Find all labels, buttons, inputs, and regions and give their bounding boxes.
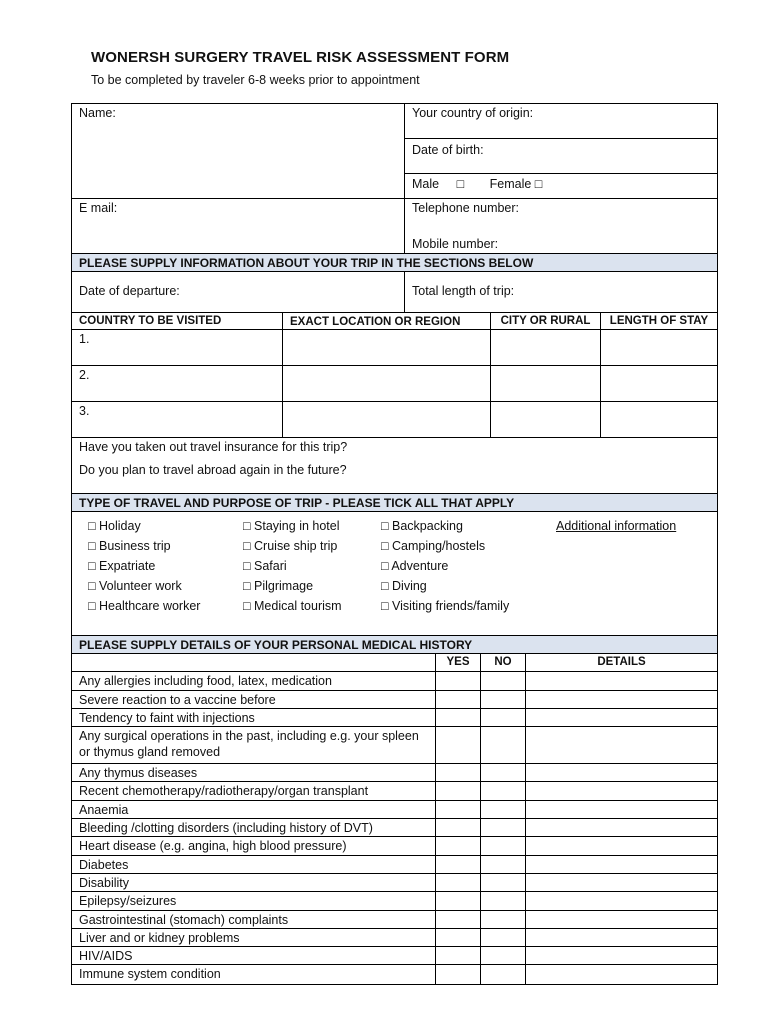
option-expatriate[interactable]: □ Expatriate	[88, 559, 156, 573]
medical-row	[72, 672, 717, 690]
details-cell[interactable]	[526, 727, 717, 763]
col-details: DETAILS	[597, 656, 646, 668]
destination-country-cell[interactable]	[72, 330, 283, 365]
yes-cell[interactable]	[436, 911, 481, 928]
col-length-of-stay: LENGTH OF STAY	[609, 315, 709, 327]
option-camping-hostels[interactable]: □ Camping/hostels	[381, 539, 486, 553]
yes-cell[interactable]	[436, 709, 481, 726]
medical-history-header: PLEASE SUPPLY DETAILS OF YOUR PERSONAL MEDICAL HISTORY	[72, 636, 717, 654]
destination-stay-cell[interactable]	[601, 330, 717, 365]
yes-cell[interactable]	[436, 947, 481, 964]
no-cell[interactable]	[481, 837, 526, 854]
medical-condition-col	[72, 654, 436, 671]
departure-field[interactable]	[72, 272, 405, 312]
no-cell[interactable]	[481, 764, 526, 781]
medical-condition-label: Bleeding /clotting disorders (including history of DVT)	[72, 819, 436, 836]
empty-slot	[556, 539, 716, 553]
medical-row	[72, 965, 717, 983]
details-cell[interactable]	[526, 672, 717, 689]
col-yes: YES	[436, 654, 481, 671]
empty-slot	[556, 559, 716, 573]
dob-label: Date of birth:	[412, 143, 484, 157]
destination-location-cell[interactable]	[283, 402, 491, 437]
no-cell[interactable]	[481, 965, 526, 983]
option-pilgrimage[interactable]: □ Pilgrimage	[243, 579, 314, 593]
medical-condition-label: Diabetes	[72, 856, 436, 873]
personal-row	[72, 104, 717, 199]
col-no: NO	[481, 654, 526, 671]
male-checkbox[interactable]: □	[456, 177, 465, 191]
no-cell[interactable]	[481, 691, 526, 708]
option-holiday[interactable]: □ Holiday	[88, 519, 141, 533]
option-healthcare-worker[interactable]: □ Healthcare worker	[88, 599, 201, 613]
no-cell[interactable]	[481, 856, 526, 873]
yes-cell[interactable]	[436, 691, 481, 708]
name-label: Name:	[79, 106, 116, 120]
details-cell[interactable]	[526, 764, 717, 781]
details-cell[interactable]	[526, 911, 717, 928]
trip-length-label: Total length of trip:	[412, 284, 515, 298]
col-country: COUNTRY TO BE VISITED	[72, 313, 283, 329]
male-label: Male	[412, 177, 440, 191]
mobile-label[interactable]: Mobile number:	[412, 237, 499, 251]
no-cell[interactable]	[481, 892, 526, 909]
trip-section-header: PLEASE SUPPLY INFORMATION ABOUT YOUR TRIP IN THE SECTIONS BELOW	[72, 254, 717, 272]
destination-location-cell[interactable]	[283, 366, 491, 401]
yes-cell[interactable]	[436, 764, 481, 781]
destination-city-rural-cell[interactable]	[491, 330, 601, 365]
no-cell[interactable]	[481, 911, 526, 928]
trip-length-field[interactable]	[405, 272, 717, 312]
details-cell[interactable]	[526, 837, 717, 854]
departure-row	[72, 272, 717, 313]
option-diving[interactable]: □ Diving	[381, 579, 427, 593]
name-field[interactable]	[72, 104, 405, 198]
medical-row	[72, 819, 717, 837]
travel-type-header: TYPE OF TRAVEL AND PURPOSE OF TRIP - PLEASE TICK ALL THAT APPLY	[72, 494, 717, 512]
female-label: Female	[489, 177, 532, 191]
medical-row	[72, 691, 717, 709]
medical-condition-label: Immune system condition	[72, 965, 436, 983]
option-cruise-ship-trip[interactable]: □ Cruise ship trip	[243, 539, 338, 553]
form-subtitle: To be completed by traveler 6-8 weeks prior to appointment	[91, 73, 420, 87]
details-cell[interactable]	[526, 782, 717, 799]
row-number: 1.	[79, 332, 90, 346]
medical-row	[72, 874, 717, 892]
medical-row	[72, 911, 717, 929]
destination-stay-cell[interactable]	[601, 366, 717, 401]
medical-condition-label: Any surgical operations in the past, including e.g. your spleen or thymus gland removed	[72, 727, 436, 763]
email-label: E mail:	[79, 201, 118, 215]
female-checkbox[interactable]: □	[534, 177, 543, 191]
destination-stay-cell[interactable]	[601, 402, 717, 437]
medical-row	[72, 947, 717, 965]
option-safari[interactable]: □ Safari	[243, 559, 287, 573]
option-visiting-friends-family[interactable]: □ Visiting friends/family	[381, 599, 510, 613]
row-number: 2.	[79, 368, 90, 382]
details-cell[interactable]	[526, 947, 717, 964]
medical-row	[72, 929, 717, 947]
medical-row	[72, 764, 717, 782]
yes-cell[interactable]	[436, 892, 481, 909]
sex-field	[405, 174, 717, 198]
abroad-question[interactable]: Do you plan to travel abroad again in the future?	[79, 463, 347, 477]
medical-row	[72, 727, 717, 764]
assessment-form	[71, 103, 718, 985]
no-cell[interactable]	[481, 672, 526, 689]
no-cell[interactable]	[481, 709, 526, 726]
details-cell[interactable]	[526, 801, 717, 818]
travel-type-block	[72, 512, 717, 636]
destination-row	[72, 330, 717, 366]
phone-block	[405, 199, 717, 253]
medical-row	[72, 892, 717, 910]
medical-condition-label: Tendency to faint with injections	[72, 709, 436, 726]
medical-row	[72, 856, 717, 874]
insurance-row	[72, 438, 717, 494]
destination-city-rural-cell[interactable]	[491, 402, 601, 437]
insurance-question[interactable]: Have you taken out travel insurance for this trip?	[79, 440, 348, 454]
medical-condition-label: Recent chemotherapy/radiotherapy/organ transplant	[72, 782, 436, 799]
email-field[interactable]	[72, 199, 405, 253]
medical-condition-label: Anaemia	[72, 801, 436, 818]
row-number: 3.	[79, 404, 90, 418]
additional-information-label: Additional information	[556, 519, 677, 533]
medical-row	[72, 837, 717, 855]
details-cell[interactable]	[526, 856, 717, 873]
destination-row	[72, 402, 717, 438]
destination-row	[72, 366, 717, 402]
destinations-header-row	[72, 313, 717, 330]
yes-cell[interactable]	[436, 782, 481, 799]
no-cell[interactable]	[481, 727, 526, 763]
details-cell[interactable]	[526, 874, 717, 891]
medical-condition-label: Severe reaction to a vaccine before	[72, 691, 436, 708]
details-cell[interactable]	[526, 691, 717, 708]
medical-columns-row	[72, 654, 717, 672]
medical-condition-label: HIV/AIDS	[72, 947, 436, 964]
empty-slot	[556, 579, 716, 593]
option-business-trip[interactable]: □ Business trip	[88, 539, 171, 553]
col-location: EXACT LOCATION OR REGION	[283, 313, 491, 329]
yes-cell[interactable]	[436, 801, 481, 818]
medical-row	[72, 709, 717, 727]
details-cell[interactable]	[526, 929, 717, 946]
yes-cell[interactable]	[436, 929, 481, 946]
empty-slot	[556, 599, 716, 613]
destination-country-cell[interactable]	[72, 366, 283, 401]
departure-label: Date of departure:	[79, 284, 180, 298]
telephone-label[interactable]: Telephone number:	[412, 201, 520, 215]
yes-cell[interactable]	[436, 819, 481, 836]
country-label: Your country of origin:	[412, 106, 534, 120]
details-cell[interactable]	[526, 892, 717, 909]
option-volunteer-work[interactable]: □ Volunteer work	[88, 579, 182, 593]
destination-country-cell[interactable]	[72, 402, 283, 437]
medical-condition-label: Liver and or kidney problems	[72, 929, 436, 946]
medical-condition-label: Gastrointestinal (stomach) complaints	[72, 911, 436, 928]
no-cell[interactable]	[481, 929, 526, 946]
medical-condition-label: Epilepsy/seizures	[72, 892, 436, 909]
country-field[interactable]	[405, 104, 717, 139]
yes-cell[interactable]	[436, 727, 481, 763]
medical-row	[72, 801, 717, 819]
yes-cell[interactable]	[436, 672, 481, 689]
no-cell[interactable]	[481, 874, 526, 891]
form-title: WONERSH SURGERY TRAVEL RISK ASSESSMENT FORM	[91, 49, 510, 66]
option-medical-tourism[interactable]: □ Medical tourism	[243, 599, 342, 613]
yes-cell[interactable]	[436, 874, 481, 891]
travel-type-options	[72, 512, 717, 621]
option-staying-in-hotel[interactable]: □ Staying in hotel	[243, 519, 340, 533]
medical-condition-label: Disability	[72, 874, 436, 891]
destination-location-cell[interactable]	[283, 330, 491, 365]
yes-cell[interactable]	[436, 856, 481, 873]
medical-condition-label: Any thymus diseases	[72, 764, 436, 781]
details-cell[interactable]	[526, 819, 717, 836]
origin-block	[405, 104, 717, 198]
col-city-rural: CITY OR RURAL	[491, 313, 601, 329]
option-adventure[interactable]: □ Adventure	[381, 559, 449, 573]
contact-row	[72, 199, 717, 254]
details-cell[interactable]	[526, 709, 717, 726]
yes-cell[interactable]	[436, 837, 481, 854]
no-cell[interactable]	[481, 801, 526, 818]
medical-condition-label: Any allergies including food, latex, medication	[72, 672, 436, 689]
dob-field[interactable]	[405, 139, 717, 174]
medical-condition-label: Heart disease (e.g. angina, high blood pressure)	[72, 837, 436, 854]
yes-cell[interactable]	[436, 965, 481, 983]
destination-city-rural-cell[interactable]	[491, 366, 601, 401]
details-cell[interactable]	[526, 965, 717, 983]
medical-row	[72, 782, 717, 800]
no-cell[interactable]	[481, 947, 526, 964]
option-backpacking[interactable]: □ Backpacking	[381, 519, 463, 533]
medical-rows	[72, 672, 717, 983]
no-cell[interactable]	[481, 782, 526, 799]
no-cell[interactable]	[481, 819, 526, 836]
